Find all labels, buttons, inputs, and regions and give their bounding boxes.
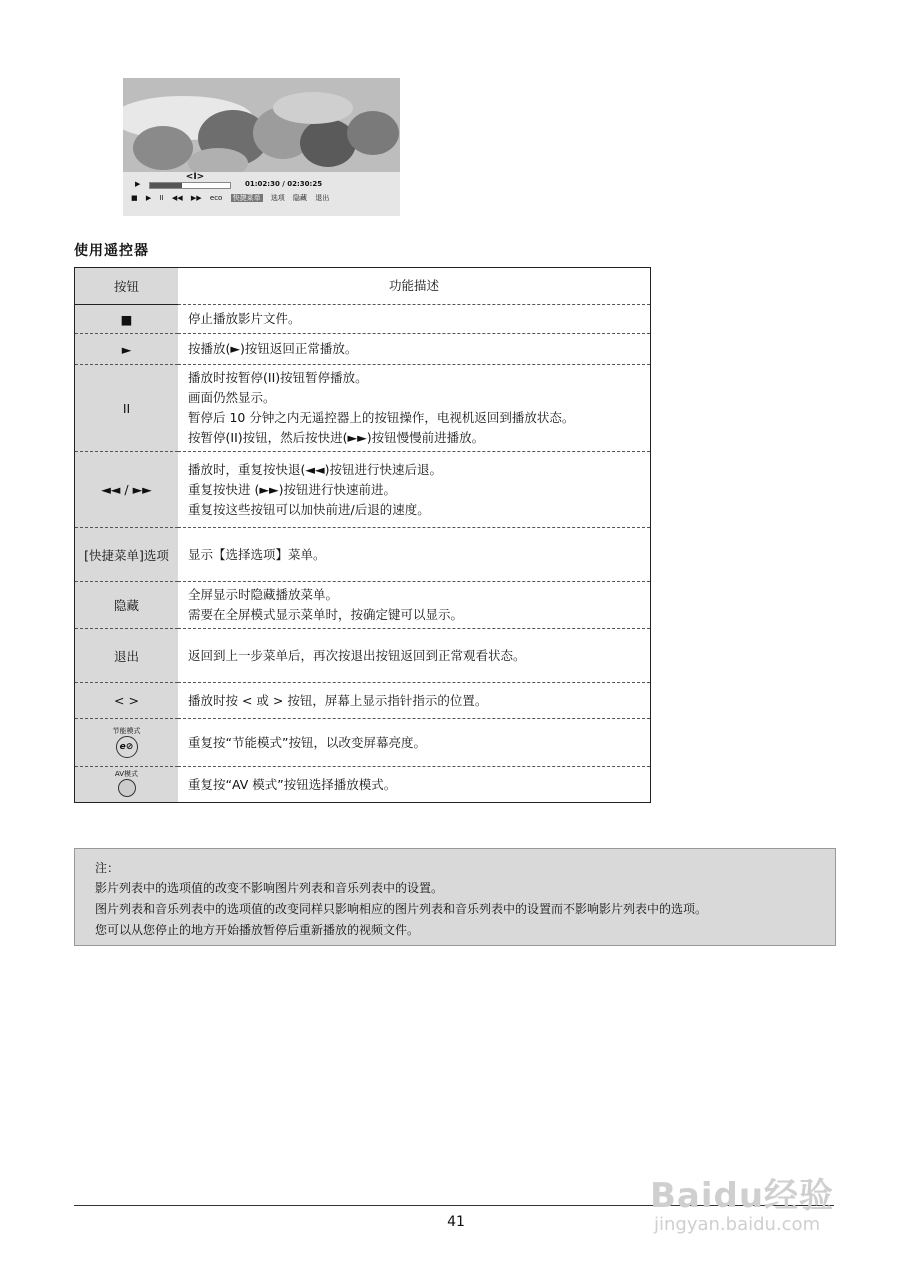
table-row [75, 582, 651, 629]
table-row [75, 305, 651, 334]
key-av [75, 767, 179, 803]
note-line: 图片列表和音乐列表中的选项值的改变同样只影响相应的图片列表和音乐列表中的设置而不影响影片列表中的选项。 [95, 902, 708, 916]
fruit-photo [123, 78, 400, 172]
progress-fill [150, 183, 182, 188]
player-controls [123, 172, 400, 216]
play-icon: ▶ [145, 194, 152, 202]
fast-forward-icon: ▶▶ [190, 194, 202, 202]
eco-icon: e⊘ [116, 736, 138, 758]
note-line: 影片列表中的选项值的改变不影响图片列表和音乐列表中的设置。 [95, 881, 444, 895]
page-number: 41 [447, 1214, 465, 1230]
nav-arrows: <I> [185, 172, 205, 182]
pause-icon: II [159, 194, 164, 202]
key-rew-ff: ◄◄ / ►► [75, 452, 179, 528]
table-row [75, 334, 651, 365]
table-row [75, 528, 651, 582]
table-row [75, 767, 651, 803]
stop-icon: ■ [131, 194, 138, 202]
av-button-icon [118, 779, 136, 797]
play-state-icon: ▶ [135, 180, 141, 188]
key-exit: 退出 [75, 629, 179, 683]
watermark [650, 1150, 860, 1245]
time-display: 01:02:30 / 02:30:25 [245, 180, 323, 188]
note-box [74, 848, 836, 946]
exit-label: 退出 [315, 194, 330, 202]
control-buttons [131, 193, 335, 203]
video-screenshot [123, 78, 400, 216]
options-label: 选项 [270, 194, 285, 202]
table-row [75, 629, 651, 683]
note-line: 您可以从您停止的地方开始播放暂停后重新播放的视频文件。 [95, 923, 420, 937]
key-hide: 隐藏 [75, 582, 179, 629]
key-arrows: < > [75, 683, 179, 719]
key-quick-menu: [快捷菜单]选项 [75, 528, 179, 582]
key-pause: II [75, 365, 179, 452]
quick-menu-label: 快捷菜单 [232, 194, 261, 202]
desc-cell: 停止播放影片文件。 [178, 305, 651, 334]
progress-bar [149, 182, 231, 189]
desc-cell: 全屏显示时隐藏播放菜单。 需要在全屏模式显示菜单时，按确定键可以显示。 [178, 582, 651, 629]
table-row [75, 452, 651, 528]
watermark-url: jingyan.baidu.com [654, 1214, 821, 1235]
table-header [75, 268, 651, 305]
desc-cell: 重复按“AV 模式”按钮选择播放模式。 [188, 776, 397, 792]
watermark-logo: Baidu经验 [650, 1176, 835, 1216]
desc-cell: 播放时，重复按快退(◄◄)按钮进行快速后退。 重复按快进 (►►)按钮进行快速前进。 重复按这些按钮可以加快前进/后退的速度。 [178, 452, 651, 528]
eco-icon: eco [209, 194, 223, 202]
section-heading: 使用遥控器 [74, 243, 149, 259]
desc-cell: 播放时按暂停(II)按钮暂停播放。 画面仍然显示。 暂停后 10 分钟之内无遥控器上的按钮操作，电视机返回到播放状态。 按暂停(II)按钮，然后按快进(►►)按钮慢慢前进播放。 [178, 365, 651, 452]
desc-cell: 返回到上一步菜单后，再次按退出按钮返回到正常观看状态。 [178, 629, 651, 683]
table-row [75, 719, 651, 767]
rewind-icon: ◀◀ [171, 194, 183, 202]
header-desc: 功能描述 [178, 268, 651, 305]
desc-cell: 按播放(►)按钮返回正常播放。 [178, 334, 651, 365]
key-stop: ■ [75, 305, 179, 334]
key-eco [75, 719, 179, 767]
hide-label: 隐藏 [293, 194, 308, 202]
desc-cell: 播放时按 < 或 > 按钮，屏幕上显示指针指示的位置。 [178, 683, 651, 719]
eco-caption: 节能模式 [112, 727, 141, 735]
desc-cell: 显示【选择选项】菜单。 [178, 528, 651, 582]
remote-buttons-table [74, 267, 651, 803]
key-play: ► [75, 334, 179, 365]
desc-cell: 重复按“节能模式”按钮，以改变屏幕亮度。 [178, 719, 651, 767]
av-caption: AV模式 [114, 769, 139, 778]
table-row [75, 365, 651, 452]
header-button: 按钮 [75, 268, 179, 305]
note-title: 注： [95, 861, 120, 875]
table-row [75, 683, 651, 719]
